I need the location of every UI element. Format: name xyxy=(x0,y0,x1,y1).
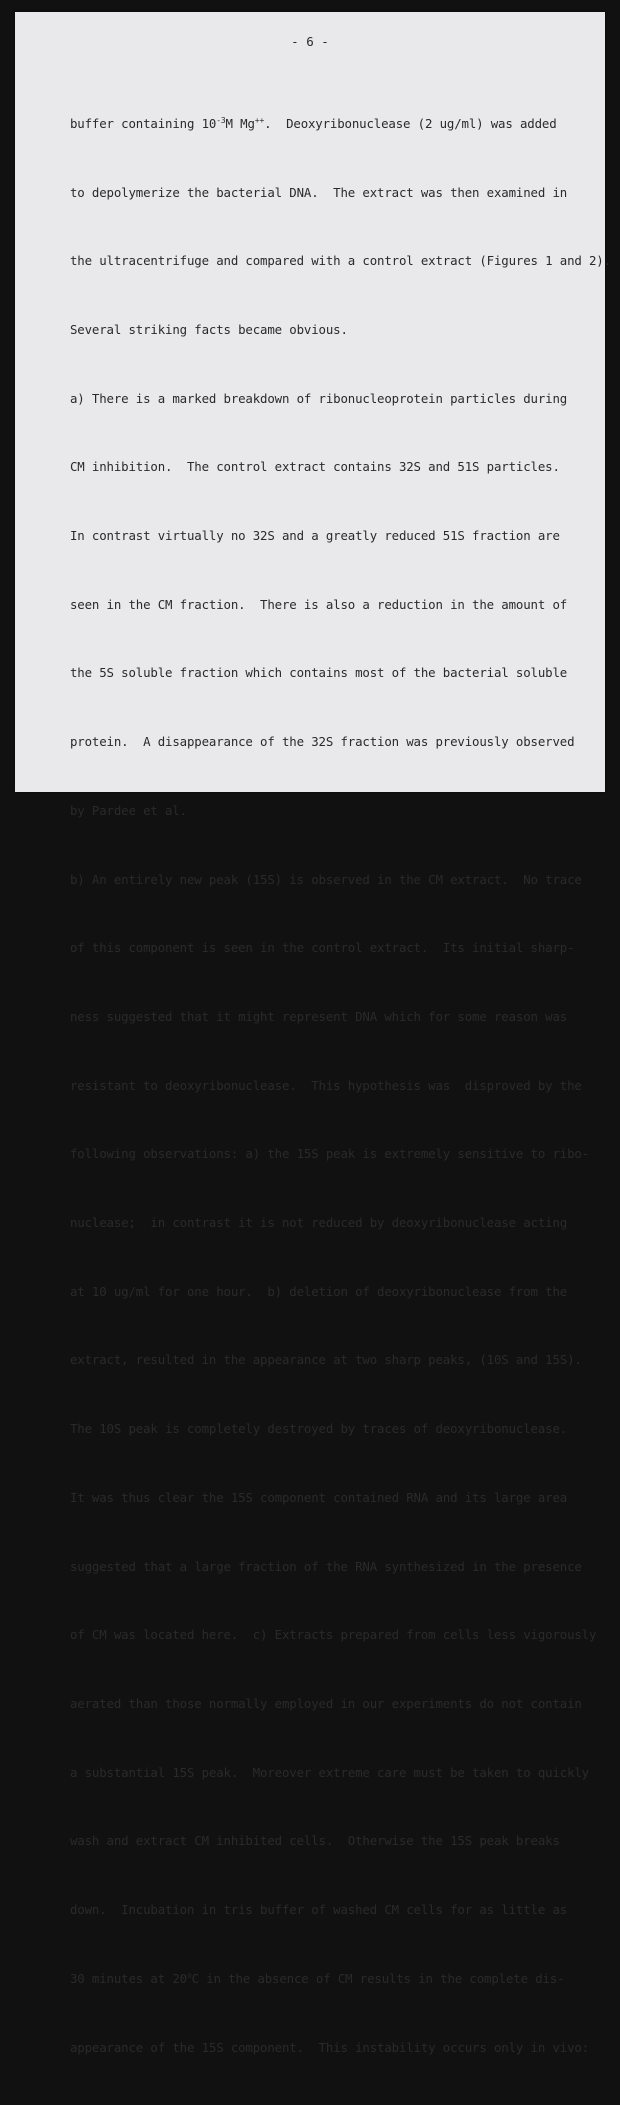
text-line: appearance of the 15S component. This instability occurs only in vivo: xyxy=(70,2039,589,2055)
text-segment: 30 minutes at 20 xyxy=(70,1970,187,1986)
superscript: -3 xyxy=(216,115,226,125)
body-text xyxy=(70,67,610,2105)
text-line: suggested that a large fraction of the RNA synthesized in the presence xyxy=(70,1558,582,1574)
text-segment: . Deoxyribonuclease (2 ug/ml) was added xyxy=(264,115,557,131)
text-segment: C in the absence of CM results in the complete dis- xyxy=(191,1970,565,1986)
superscript: o xyxy=(186,1970,192,1980)
text-line: ness suggested that it might represent DNA which for some reason was xyxy=(70,1008,568,1024)
text-segment: M Mg xyxy=(225,115,255,131)
text-line: nuclease; in contrast it is not reduced by deoxyribonuclease acting xyxy=(70,1215,568,1231)
text-line: wash and extract CM inhibited cells. Otherwise the 15S peak breaks xyxy=(70,1833,560,1849)
text-line: protein. A disappearance of the 32S fraction was previously observed xyxy=(70,734,575,750)
text-line: extract, resulted in the appearance at two sharp peaks, (10S and 15S). xyxy=(70,1352,582,1368)
superscript: ++ xyxy=(254,115,265,125)
text-line: at 10 ug/ml for one hour. b) deletion of deoxyribonuclease from the xyxy=(70,1283,568,1299)
text-line: to depolymerize the bacterial DNA. The extract was then examined in xyxy=(70,184,568,200)
text-line: It was thus clear the 15S component contained RNA and its large area xyxy=(70,1489,568,1505)
text-line: by Pardee et al. xyxy=(70,802,187,818)
text-segment: buffer containing 10 xyxy=(70,115,217,131)
page-number: - 6 - xyxy=(291,34,329,49)
text-line: a) There is a marked breakdown of ribonucleoprotein particles during xyxy=(70,390,568,406)
text-line: resistant to deoxyribonuclease. This hypothesis was disproved by the xyxy=(70,1077,582,1093)
text-line: seen in the CM fraction. There is also a reduction in the amount of xyxy=(70,596,568,612)
text-line: The 10S peak is completely destroyed by traces of deoxyribonuclease. xyxy=(70,1421,568,1437)
text-line: b) An entirely new peak (15S) is observed in the CM extract. No trace xyxy=(70,871,582,887)
text-line xyxy=(70,113,610,136)
text-line: CM inhibition. The control extract contains 32S and 51S particles. xyxy=(70,459,560,475)
text-line xyxy=(70,1968,610,1991)
text-line: Several striking facts became obvious. xyxy=(70,321,348,337)
text-line: aerated than those normally employed in our experiments do not contain xyxy=(70,1695,582,1711)
text-line: of this component is seen in the control extract. Its initial sharp- xyxy=(70,940,575,956)
text-line: In contrast virtually no 32S and a greatly reduced 51S fraction are xyxy=(70,528,560,544)
text-line: of CM was located here. c) Extracts prepared from cells less vigorously xyxy=(70,1627,597,1643)
text-line: the 5S soluble fraction which contains most of the bacterial soluble xyxy=(70,665,568,681)
text-line: down. Incubation in tris buffer of washed CM cells for as little as xyxy=(70,1902,568,1918)
text-line: a substantial 15S peak. Moreover extreme care must be taken to quickly xyxy=(70,1764,589,1780)
document-page xyxy=(15,12,611,2055)
text-line: the ultracentrifuge and compared with a control extract (Figures 1 and 2). xyxy=(70,253,611,269)
text-line: following observations: a) the 15S peak is extremely sensitive to ribo- xyxy=(70,1146,589,1162)
